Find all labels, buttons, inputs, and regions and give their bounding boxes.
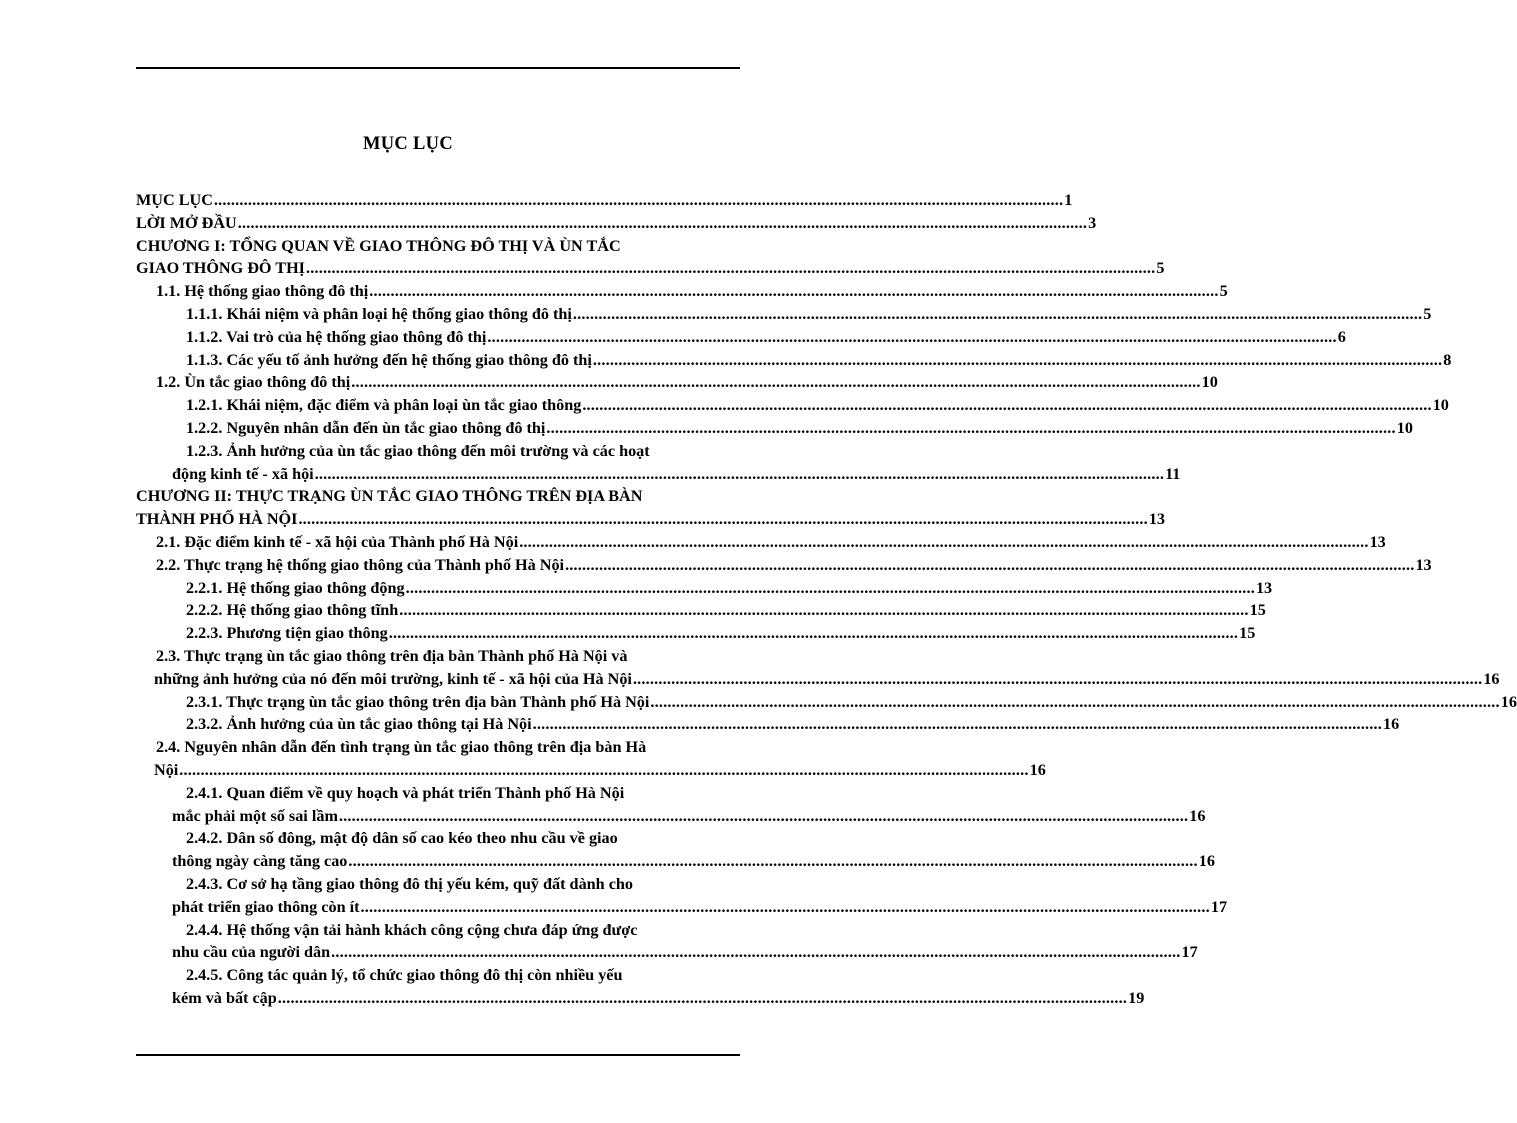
toc-entry[interactable]	[136, 349, 1452, 372]
toc-entry-text: mắc phải một số sai lầm	[172, 806, 338, 825]
toc-page-number: 5	[1156, 259, 1165, 278]
toc-page-number: 17	[1210, 897, 1228, 916]
toc-page-number: 16	[1483, 669, 1500, 688]
toc-entry[interactable]	[136, 417, 1413, 440]
dot-leader: ........................................................................................................................................................................................................	[565, 555, 1415, 574]
toc-entry-text: 1.2. Ùn tắc giao thông đô thị	[156, 373, 351, 392]
toc-page-number: 16	[1500, 692, 1517, 711]
toc-page-number: 5	[1423, 304, 1432, 323]
dot-leader: ........................................................................................................................................................................................................	[277, 988, 1128, 1007]
toc-entry-text: 2.4.2. Dân số đông, mật độ dân số cao kéo theo nhu cầu về giao	[186, 829, 618, 848]
toc-entry-text: CHƯƠNG I: TỔNG QUAN VỀ GIAO THÔNG ĐÔ THỊ VÀ ÙN TẮC	[136, 236, 621, 255]
toc-entry-text: GIAO THÔNG ĐÔ THỊ	[136, 259, 305, 278]
toc-entry-text: LỜI MỞ ĐẦU	[136, 213, 237, 232]
dot-leader: ........................................................................................................................................................................................................	[388, 624, 1239, 643]
toc-entry[interactable]	[136, 919, 1198, 965]
dot-leader: ........................................................................................................................................................................................................	[546, 418, 1396, 437]
toc-entry-text: 2.2.1. Hệ thống giao thông động	[186, 578, 405, 597]
toc-page-number: 13	[1415, 555, 1432, 574]
toc-entry[interactable]	[136, 599, 1266, 622]
toc-page-number: 10	[1432, 396, 1449, 415]
toc-entry-text: 2.4.4. Hệ thống vận tải hành khách công cộng chưa đáp ứng được	[186, 920, 638, 939]
toc-entry[interactable]	[136, 280, 1228, 303]
toc-entry-text: 2.2. Thực trạng hệ thống giao thông của Thành phố Hà Nội	[156, 555, 565, 574]
toc-page-number: 19	[1128, 988, 1145, 1007]
toc-entry-text: nhu cầu của người dân	[172, 943, 331, 962]
dot-leader: ........................................................................................................................................................................................................	[237, 213, 1088, 232]
toc-entry[interactable]	[136, 622, 1256, 645]
toc-entry-text: MỤC LỤC	[136, 191, 213, 209]
dot-leader: ........................................................................................................................................................................................................	[399, 601, 1249, 620]
toc-page-number: 3	[1088, 213, 1097, 232]
page-title: MỤC LỤC	[363, 134, 453, 154]
toc-page-number: 15	[1249, 601, 1266, 620]
toc-entry-text: 1.1.3. Các yếu tố ảnh hưởng đến hệ thống giao thông đô thị	[186, 350, 592, 369]
toc-entry-text: 2.2.2. Hệ thống giao thông tĩnh	[186, 601, 399, 620]
dot-leader: ........................................................................................................................................................................................................	[532, 715, 1383, 734]
dot-leader: ........................................................................................................................................................................................................	[305, 259, 1156, 278]
toc-page-number: 8	[1443, 350, 1452, 369]
toc-entry-text: 2.1. Đặc điểm kinh tế - xã hội của Thành phố Hà Nội	[156, 532, 519, 551]
toc-entry-text: những ảnh hưởng của nó đến môi trường, kinh tế - xã hội của Hà Nội	[154, 669, 632, 688]
dot-leader: ........................................................................................................................................................................................................	[487, 327, 1337, 346]
toc-entry-text: thông ngày càng tăng cao	[172, 852, 348, 871]
toc-page-number: 6	[1337, 327, 1346, 346]
toc-page-number: 16	[1189, 806, 1206, 825]
toc-entry[interactable]	[136, 371, 1218, 394]
toc-entry-text: 2.4.3. Cơ sở hạ tầng giao thông đô thị yếu kém, quỹ đất dành cho	[186, 874, 633, 893]
dot-leader: ........................................................................................................................................................................................................	[179, 760, 1029, 779]
toc-entry[interactable]	[136, 736, 1046, 782]
toc-entry-text: CHƯƠNG II: THỰC TRẠNG ÙN TẮC GIAO THÔNG TRÊN ĐỊA BÀN	[136, 487, 643, 506]
dot-leader: ........................................................................................................................................................................................................	[582, 396, 1432, 415]
toc-entry[interactable]	[136, 189, 1073, 212]
toc-page-number: 16	[1198, 852, 1215, 871]
dot-leader: ........................................................................................................................................................................................................	[298, 510, 1148, 529]
table-of-contents	[136, 189, 1517, 1010]
toc-entry-text: 1.1.1. Khái niệm và phân loại hệ thống giao thông đô thị	[186, 304, 572, 323]
toc-entry[interactable]	[136, 782, 1206, 828]
dot-leader: ........................................................................................................................................................................................................	[519, 532, 1369, 551]
toc-page-number: 17	[1181, 943, 1198, 962]
toc-entry[interactable]	[136, 235, 1165, 281]
toc-entry[interactable]	[136, 713, 1400, 736]
toc-entry[interactable]	[136, 827, 1215, 873]
toc-page-number: 10	[1396, 418, 1413, 437]
dot-leader: ........................................................................................................................................................................................................	[351, 373, 1201, 392]
dot-leader: ........................................................................................................................................................................................................	[314, 464, 1165, 483]
toc-page-number: 13	[1369, 532, 1386, 551]
dot-leader: ........................................................................................................................................................................................................	[360, 897, 1210, 916]
footer-rule	[136, 1054, 740, 1056]
dot-leader: ........................................................................................................................................................................................................	[592, 350, 1443, 369]
toc-page-number: 15	[1239, 624, 1256, 643]
toc-entry-text: THÀNH PHỐ HÀ NỘI	[136, 510, 298, 529]
toc-entry-text: 2.3.2. Ảnh hưởng của ùn tắc giao thông tại Hà Nội	[186, 715, 532, 734]
header-rule	[136, 67, 740, 69]
toc-entry[interactable]	[136, 303, 1432, 326]
toc-entry-text: 2.3.1. Thực trạng ùn tắc giao thông trên địa bàn Thành phố Hà Nội	[186, 692, 650, 711]
toc-entry-text: Nội	[154, 760, 179, 779]
toc-page-number: 10	[1201, 373, 1218, 392]
toc-entry-text: kém và bất cập	[172, 988, 277, 1007]
toc-entry-text: 2.4. Nguyên nhân dẫn đến tình trạng ùn tắc giao thông trên địa bàn Hà	[156, 738, 647, 757]
dot-leader: ........................................................................................................................................................................................................	[650, 692, 1500, 711]
toc-entry[interactable]	[136, 531, 1386, 554]
toc-entry[interactable]	[136, 394, 1449, 417]
toc-page-number: 11	[1165, 464, 1181, 483]
toc-page-number: 13	[1255, 578, 1273, 597]
toc-entry-text: 2.3. Thực trạng ùn tắc giao thông trên địa bàn Thành phố Hà Nội và	[156, 646, 628, 665]
toc-entry-text: 1.2.1. Khái niệm, đặc điểm và phân loại ùn tắc giao thông	[186, 396, 582, 415]
toc-entry-text: phát triển giao thông còn ít	[172, 897, 360, 916]
toc-entry[interactable]	[136, 554, 1432, 577]
toc-entry[interactable]	[136, 326, 1346, 349]
dot-leader: ........................................................................................................................................................................................................	[369, 282, 1219, 301]
dot-leader: ........................................................................................................................................................................................................	[331, 943, 1181, 962]
toc-entry-text: động kinh tế - xã hội	[172, 464, 314, 483]
toc-entry[interactable]	[136, 691, 1517, 714]
toc-entry[interactable]	[136, 964, 1145, 1010]
toc-page-number: 5	[1219, 282, 1228, 301]
toc-page-number: 13	[1148, 510, 1165, 529]
toc-entry[interactable]	[136, 212, 1097, 235]
toc-page-number: 16	[1029, 760, 1046, 779]
toc-page-number: 16	[1383, 715, 1400, 734]
toc-entry-text: 1.1.2. Vai trò của hệ thống giao thông đô thị	[186, 327, 487, 346]
toc-entry-text: 1.1. Hệ thống giao thông đô thị	[156, 282, 369, 301]
toc-entry-text: 1.2.2. Nguyên nhân dẫn đến ùn tắc giao thông đô thị	[186, 418, 546, 437]
toc-entry-text: 2.2.3. Phương tiện giao thông	[186, 624, 388, 643]
toc-entry[interactable]	[136, 440, 1181, 486]
toc-page-number: 1	[1064, 191, 1073, 209]
toc-entry[interactable]	[136, 873, 1228, 919]
toc-entry[interactable]	[136, 645, 1500, 691]
toc-entry-text: 1.2.3. Ảnh hưởng của ùn tắc giao thông đến môi trường và các hoạt	[186, 441, 650, 460]
dot-leader: ........................................................................................................................................................................................................	[572, 304, 1423, 323]
dot-leader: ........................................................................................................................................................................................................	[348, 852, 1198, 871]
toc-entry-text: 2.4.5. Công tác quản lý, tổ chức giao thông đô thị còn nhiều yếu	[186, 966, 623, 985]
toc-entry-text: 2.4.1. Quan điểm về quy hoạch và phát triển Thành phố Hà Nội	[186, 783, 625, 802]
toc-entry[interactable]	[136, 577, 1273, 600]
dot-leader: ........................................................................................................................................................................................................	[338, 806, 1189, 825]
dot-leader: ........................................................................................................................................................................................................	[405, 578, 1255, 597]
dot-leader: ........................................................................................................................................................................................................	[632, 669, 1483, 688]
toc-entry[interactable]	[136, 485, 1165, 531]
dot-leader: ........................................................................................................................................................................................................	[213, 191, 1064, 209]
